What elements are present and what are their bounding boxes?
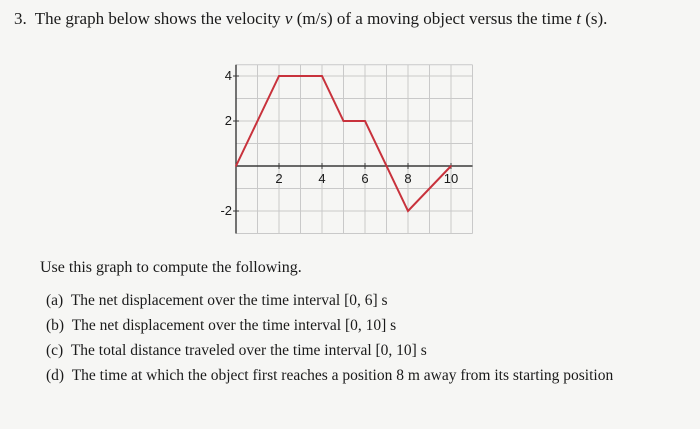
- velocity-data-point: [343, 120, 345, 122]
- velocity-data-point: [364, 120, 366, 122]
- part-b: [46, 313, 613, 338]
- part-b-tag: (b): [46, 317, 65, 334]
- x-tick-label: 2: [275, 171, 283, 186]
- velocity-data-point: [257, 120, 259, 122]
- part-c: [46, 338, 613, 363]
- part-a-text: The net displacement over the time interval [0, 6] s: [70, 292, 388, 309]
- part-a-tag: (a): [46, 292, 64, 309]
- time-symbol: t: [576, 9, 581, 28]
- part-b-text: The net displacement over the time interval [0, 10] s: [71, 317, 397, 334]
- part-d: [46, 363, 613, 388]
- velocity-data-point: [278, 75, 280, 77]
- velocity-data-point: [321, 75, 323, 77]
- part-c-text: The total distance traveled over the time interval [0, 10] s: [70, 342, 427, 359]
- problem-number: 3.: [14, 9, 27, 28]
- prompt-text: Use this graph to compute the following.: [40, 259, 302, 276]
- velocity-data-point: [450, 165, 452, 167]
- question-parts: [46, 288, 613, 388]
- part-d-tag: (d): [46, 367, 65, 384]
- time-unit: (s).: [585, 9, 608, 28]
- y-tick-label: -2: [220, 203, 232, 218]
- problem-statement: [14, 9, 607, 29]
- velocity-unit: (m/s): [296, 9, 333, 28]
- part-c-tag: (c): [46, 342, 64, 359]
- velocity-chart-svg: [200, 48, 490, 248]
- part-d-text: The time at which the object first reaches a position 8 m away from its starting position: [71, 367, 614, 384]
- part-a: [46, 288, 613, 313]
- velocity-symbol: v: [284, 9, 293, 28]
- x-tick-label: 4: [318, 171, 326, 186]
- velocity-time-graph: [200, 48, 490, 248]
- y-tick-label: 2: [224, 113, 232, 128]
- statement-pre: The graph below shows the velocity: [34, 9, 281, 28]
- x-tick-label: 6: [361, 171, 369, 186]
- statement-mid: of a moving object versus the time: [336, 9, 572, 28]
- y-tick-label: 4: [224, 68, 232, 83]
- x-tick-label: 10: [443, 171, 459, 186]
- velocity-data-point: [235, 165, 237, 167]
- x-tick-label: 8: [404, 171, 412, 186]
- velocity-data-point: [407, 210, 409, 212]
